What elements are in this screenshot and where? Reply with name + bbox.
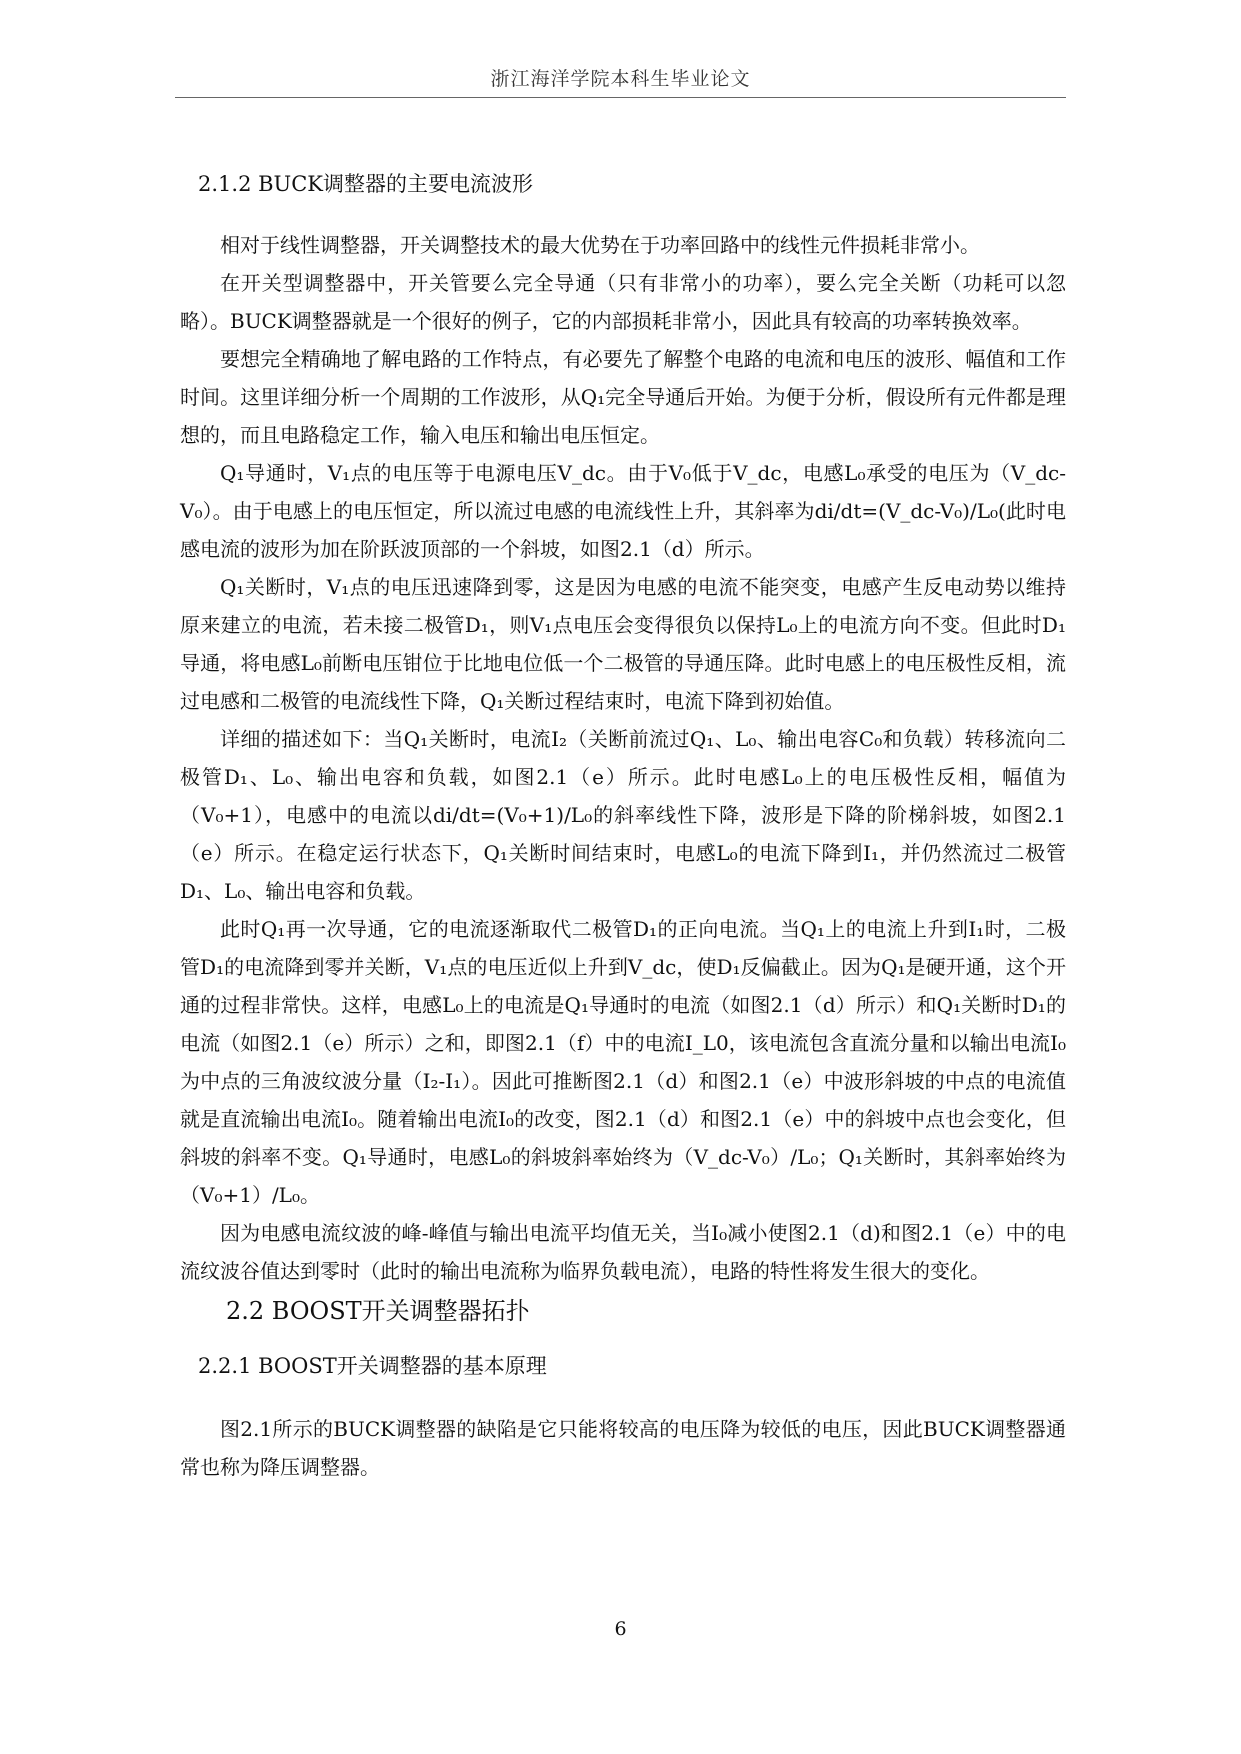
paragraph: 详细的描述如下：当Q₁关断时，电流I₂（关断前流过Q₁、L₀、输出电容C₀和负载）转移流向二极管D₁、L₀、输出电容和负载，如图2.1（e）所示。此时电感L₀上的电压极性反相，幅值为（V₀+1），电感中的电流以di/dt=(V₀+1)/L₀的斜率线性下降，波形是下降的阶梯斜坡，如图2.1（e）所示。在稳定运行状态下，Q₁关断时间结束时，电感L₀的电流下降到I₁，并仍然流过二极管D₁、L₀、输出电容和负载。: [180, 727, 1066, 903]
paragraph: Q₁关断时，V₁点的电压迅速降到零，这是因为电感的电流不能突变，电感产生反电动势以维持原来建立的电流，若未接二极管D₁，则V₁点电压会变得很负以保持L₀上的电流方向不变。但此时D₁导通，将电感L₀前断电压钳位于比地电位低一个二极管的导通压降。此时电感上的电压极性反相，流过电感和二极管的电流线性下降，Q₁关断过程结束时，电流下降到初始值。: [180, 575, 1066, 713]
page-number: 6: [614, 1618, 627, 1640]
section-heading-2-2: 2.2 BOOST开关调整器拓扑: [226, 1297, 530, 1325]
paragraph: 在开关型调整器中，开关管要么完全导通（只有非常小的功率），要么完全关断（功耗可以忽略）。BUCK调整器就是一个很好的例子，它的内部损耗非常小，因此具有较高的功率转换效率。: [180, 271, 1066, 333]
paragraph: 因为电感电流纹波的峰-峰值与输出电流平均值无关，当I₀减小使图2.1（d)和图2.1（e）中的电流纹波谷值达到零时（此时的输出电流称为临界负载电流），电路的特性将发生很大的变化。: [180, 1221, 1066, 1283]
body-content: [180, 170, 1066, 1486]
paragraph: 此时Q₁再一次导通，它的电流逐渐取代二极管D₁的正向电流。当Q₁上的电流上升到I₁时，二极管D₁的电流降到零并关断，V₁点的电压近似上升到V_dc，使D₁反偏截止。因为Q₁是硬开通，这个开通的过程非常快。这样，电感L₀上的电流是Q₁导通时的电流（如图2.1（d）所示）和Q₁关断时D₁的电流（如图2.1（e）所示）之和，即图2.1（f）中的电流I_L0，该电流包含直流分量和以输出电流I₀为中点的三角波纹波分量（I₂-I₁）。因此可推断图2.1（d）和图2.1（e）中波形斜坡的中点的电流值就是直流输出电流I₀。随着输出电流I₀的改变，图2.1（d）和图2.1（e）中的斜坡中点也会变化，但斜坡的斜率不变。Q₁导通时，电感L₀的斜坡斜率始终为（V_dc-V₀）/L₀；Q₁关断时，其斜率始终为（V₀+1）/L₀。: [180, 917, 1066, 1207]
running-header: 浙江海洋学院本科生毕业论文: [490, 68, 751, 90]
paragraph: 图2.1所示的BUCK调整器的缺陷是它只能将较高的电压降为较低的电压，因此BUCK调整器通常也称为降压调整器。: [180, 1417, 1066, 1479]
section-heading-2-1-2: 2.1.2 BUCK调整器的主要电流波形: [198, 172, 533, 196]
header-divider: [175, 97, 1066, 98]
paragraph: 要想完全精确地了解电路的工作特点，有必要先了解整个电路的电流和电压的波形、幅值和工作时间。这里详细分析一个周期的工作波形，从Q₁完全导通后开始。为便于分析，假设所有元件都是理想的，而且电路稳定工作，输入电压和输出电压恒定。: [180, 347, 1066, 447]
section-heading-2-2-1: 2.2.1 BOOST开关调整器的基本原理: [198, 1354, 547, 1378]
paragraph: Q₁导通时，V₁点的电压等于电源电压V_dc。由于V₀低于V_dc，电感L₀承受的电压为（V_dc-V₀）。由于电感上的电压恒定，所以流过电感的电流线性上升，其斜率为di/dt=(V_dc-V₀)/L₀(此时电感电流的波形为加在阶跃波顶部的一个斜坡，如图2.1（d）所示。: [180, 461, 1066, 561]
paragraph: 相对于线性调整器，开关调整技术的最大优势在于功率回路中的线性元件损耗非常小。: [220, 233, 980, 257]
